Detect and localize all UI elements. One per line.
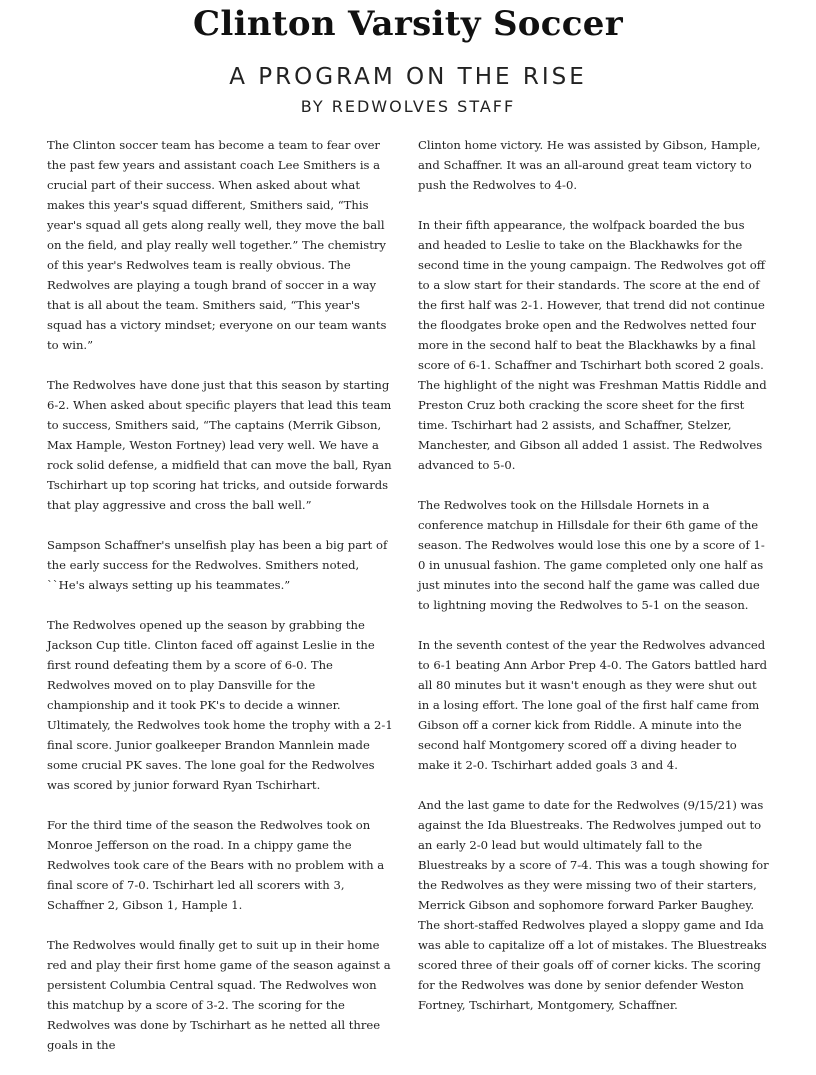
- paragraph: The Redwolves would finally get to suit up in their home red and play their first home game of the season against a persistent Columbia Central squad. The Redwolves won this matchup by a score of 3-2. The scoring for the Redwolves was done by Tschirhart as he netted all three goals in the: [47, 938, 391, 1052]
- paragraph: The Redwolves opened up the season by grabbing the Jackson Cup title. Clinton faced off against Leslie in the first round defeating them by a score of 6-0. The Redwolves moved on to play Dansville for the championship and it took PK's to decide a winner. Ultimately, the Redwolves took home the trophy with a 2-1 final score. Junior goalkeeper Brandon Mannlein made some crucial PK saves. The lone goal for the Redwolves was scored by junior forward Ryan Tschirhart.: [47, 618, 393, 792]
- paragraph: Clinton home victory. He was assisted by Gibson, Hample, and Schaffner. It was an all-around great team victory to push the Redwolves to 4-0.: [418, 138, 761, 192]
- article-byline: BY REDWOLVES STAFF: [300, 97, 516, 116]
- paragraph: In their fifth appearance, the wolfpack boarded the bus and headed to Leslie to take on the Blackhawks for the second time in the young campaign. The Redwolves got off to a slow start for their standards. The score at the end of the first half was 2-1. However, that trend did not continue the floodgates broke open and the Redwolves netted four more in the second half to beat the Blackhawks by a final score of 6-1. Schaffner and Tschirhart both scored 2 goals. The highlight of the night was Freshman Mattis Riddle and Preston Cruz both cracking the score sheet for the first time. Tschirhart had 2 assists, and Schaffner, Stelzer, Manchester, and Gibson all added 1 assist. The Redwolves advanced to 5-0.: [418, 218, 767, 472]
- article-subtitle: A PROGRAM ON THE RISE: [229, 64, 587, 90]
- paragraph: The Clinton soccer team has become a team to fear over the past few years and assistant coach Lee Smithers is a crucial part of their success. When asked about what makes this year's squad different, Smithers said, “This year's squad all gets along really well, they move the ball on the field, and play really well together.” The chemistry of this year's Redwolves team is really obvious. The Redwolves are playing a tough brand of soccer in a way that is all about the team. Smithers said, “This year's squad has a victory mindset; everyone on our team wants to win.”: [47, 138, 387, 352]
- article-title: Clinton Varsity Soccer: [193, 4, 623, 44]
- paragraph: The Redwolves have done just that this season by starting 6-2. When asked about specific players that lead this team to success, Smithers said, “The captains (Merrik Gibson, Max Hample, Weston Fortney) lead very well. We have a rock solid defense, a midfield that can move the ball, Ryan Tschirhart up top scoring hat tricks, and outside forwards that play aggressive and cross the ball well.”: [47, 378, 392, 512]
- left-column: [47, 135, 397, 1075]
- paragraph: The Redwolves took on the Hillsdale Hornets in a conference matchup in Hillsdale for their 6th game of the season. The Redwolves would lose this one by a score of 1-0 in unusual fashion. The game completed only one half as just minutes into the second half the game was called due to lightning moving the Redwolves to 5-1 on the season.: [418, 498, 765, 612]
- paragraph: In the seventh contest of the year the Redwolves advanced to 6-1 beating Ann Arbor Prep 4-0. The Gators battled hard all 80 minutes but it wasn't enough as they were shut out in a losing effort. The lone goal of the first half came from Gibson off a corner kick from Riddle. A minute into the second half Montgomery scored off a diving header to make it 2-0. Tschirhart added goals 3 and 4.: [418, 638, 768, 772]
- paragraph: And the last game to date for the Redwolves (9/15/21) was against the Ida Bluestreaks. The Redwolves jumped out to an early 2-0 lead but would ultimately fall to the Bluestreaks by a score of 7-4. This was a tough showing for the Redwolves as they were missing two of their starters, Merrick Gibson and sophomore forward Parker Baughey. The short-staffed Redwolves played a sloppy game and Ida was able to capitalize off a lot of mistakes. The Bluestreaks scored three of their goals off of corner kicks. The scoring for the Redwolves was done by senior defender Weston Fortney, Tschirhart, Montgomery, Schaffner.: [418, 798, 769, 1012]
- paragraph: For the third time of the season the Redwolves took on Monroe Jefferson on the road. In a chippy game the Redwolves took care of the Bears with no problem with a final score of 7-0. Tschirhart led all scorers with 3, Schaffner 2, Gibson 1, Hample 1.: [47, 818, 385, 912]
- right-column: [418, 135, 770, 1035]
- paragraph: Sampson Schaffner's unselfish play has been a big part of the early success for the Redwolves. Smithers noted, ``He's always setting up his teammates.”: [47, 538, 388, 592]
